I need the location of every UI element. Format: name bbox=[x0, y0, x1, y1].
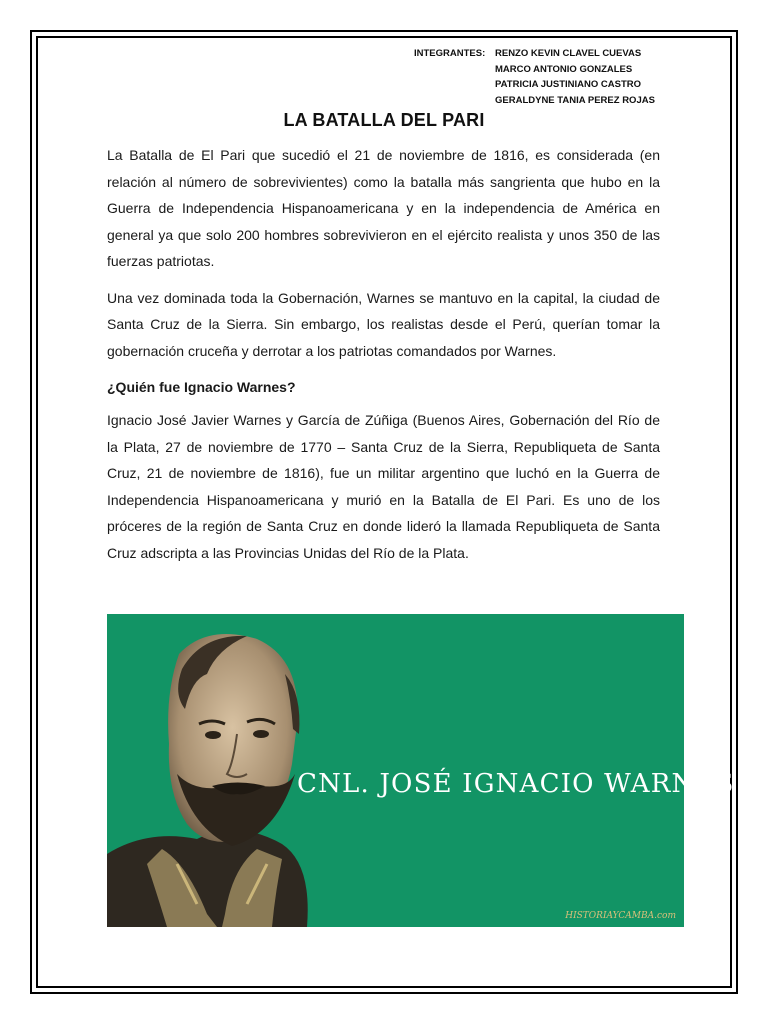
members-names bbox=[495, 46, 655, 108]
banner-watermark: HISTORIAYCAMBA.com bbox=[565, 911, 676, 921]
paragraph: Una vez dominada toda la Gobernación, Warnes se mantuvo en la capital, la ciudad de Santa Cruz de la Sierra. Sin embargo, los realistas desde el Perú, querían tomar la gobernación cruceña y derrotar a los patriotas comandados por Warnes. bbox=[107, 289, 660, 359]
paragraph: La Batalla de El Pari que sucedió el 21 de noviembre de 1816, es considerada (en relación al número de sobrevivientes) como la batalla más sangrienta que hubo en la Guerra de Independencia Hispanoamericana y en la independencia de América en general ya que solo 200 hombres sobrevivieron en el ejército realista y unos 350 de las fuerzas patriotas. bbox=[107, 147, 660, 269]
members-block bbox=[414, 46, 655, 108]
member-name: RENZO KEVIN CLAVEL CUEVAS bbox=[495, 48, 642, 59]
banner-caption: CNL. JOSÉ IGNACIO WARNES bbox=[297, 769, 735, 799]
members-label: INTEGRANTES: bbox=[414, 48, 486, 59]
member-name: PATRICIA JUSTINIANO CASTRO bbox=[495, 79, 642, 90]
member-name: MARCO ANTONIO GONZALES bbox=[495, 63, 633, 75]
document-body bbox=[107, 142, 660, 576]
member-name: GERALDYNE TANIA PEREZ ROJAS bbox=[495, 94, 655, 106]
warnes-banner-image bbox=[107, 614, 735, 927]
document-title: LA BATALLA DEL PARI bbox=[283, 110, 485, 130]
paragraph: Ignacio José Javier Warnes y García de Zúñiga (Buenos Aires, Gobernación del Río de la Plata, 27 de noviembre de 1770 – Santa Cruz de la Sierra, Republiqueta de Santa Cruz, 21 de noviembre de 1816), fue un militar argentino que luchó en la Guerra de Independencia Hispanoamericana y murió en la Batalla de El Pari. Es uno de los próceres de la región de Santa Cruz en donde lideró la llamada Republiqueta de Santa Cruz adscripta a las Provincias Unidas del Río de la Plata. bbox=[107, 412, 660, 561]
section-heading: ¿Quién fue Ignacio Warnes? bbox=[107, 379, 296, 395]
